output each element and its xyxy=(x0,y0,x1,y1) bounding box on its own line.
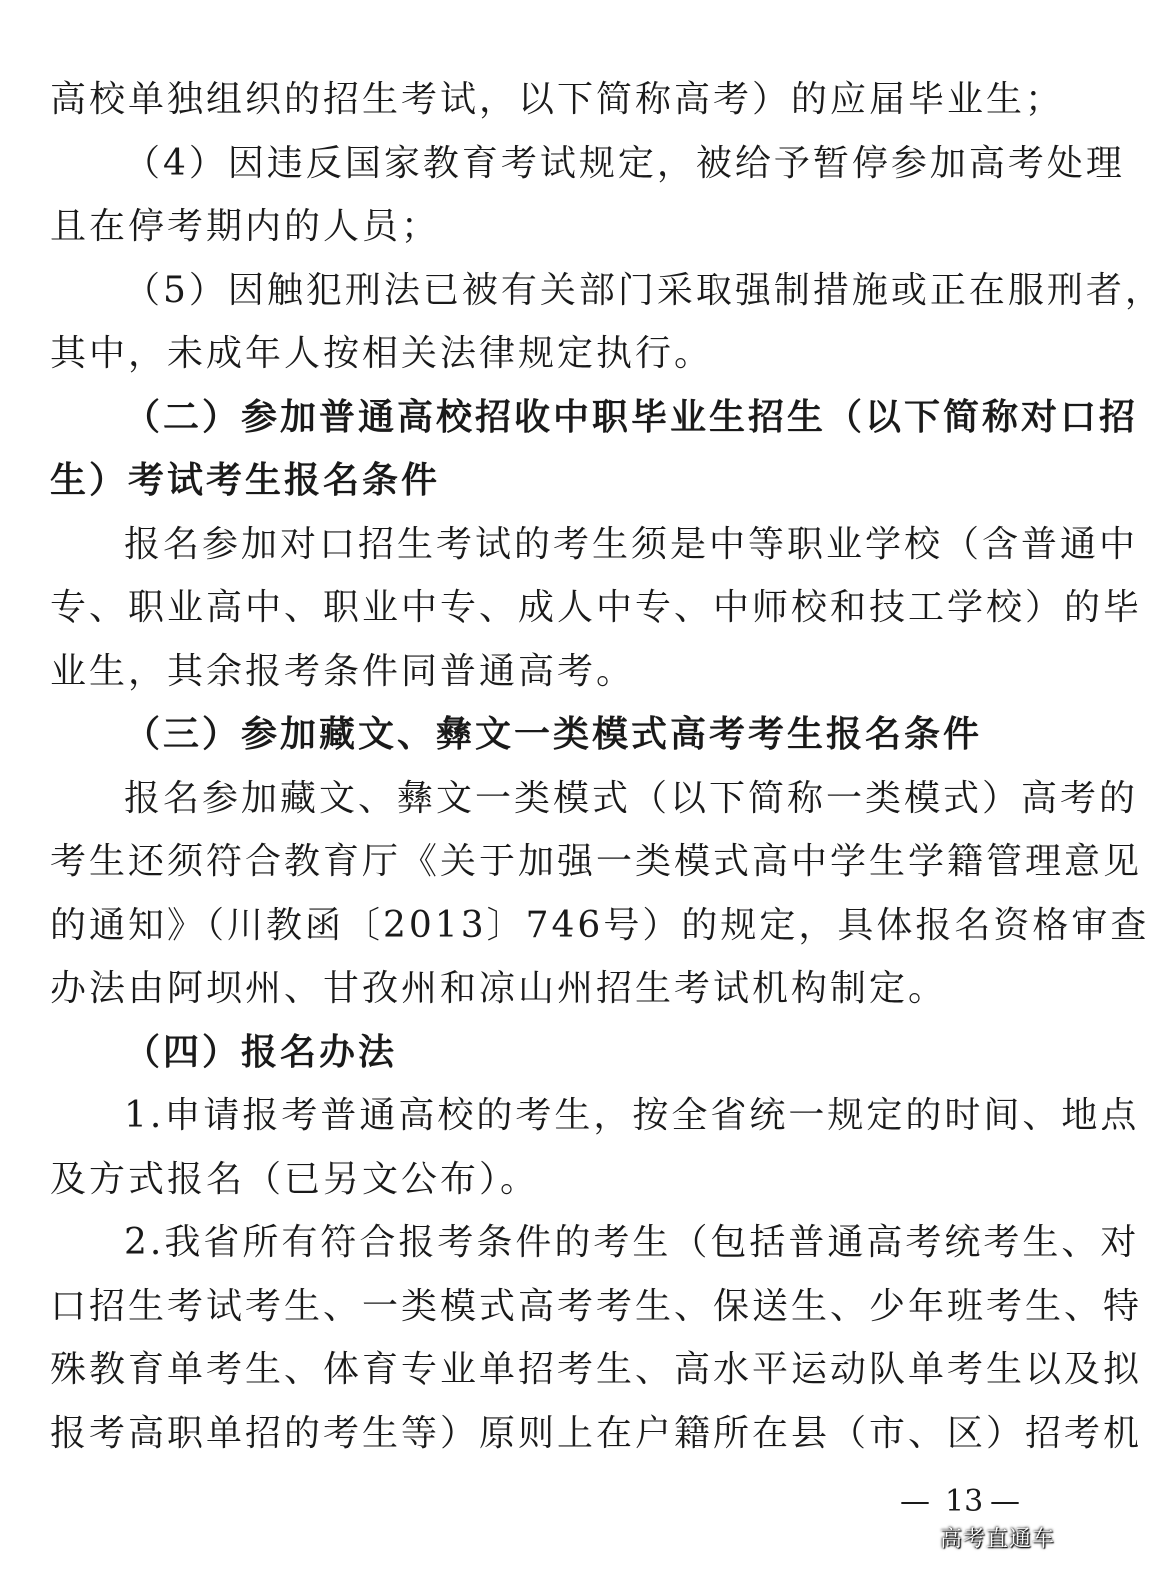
text-line: （5）因触犯刑法已被有关部门采取强制措施或正在服刑者， xyxy=(124,269,1164,311)
text-line: 2.我省所有符合报考条件的考生（包括普通高考统考生、对 xyxy=(124,1222,1140,1263)
text-line: 口招生考试考生、一类模式高考考生、保送生、少年班考生、特 xyxy=(50,1285,1143,1327)
page-number xyxy=(0,1482,1080,1522)
text-line: 办法由阿坝州、甘孜州和凉山州招生考试机构制定。 xyxy=(50,968,948,1009)
text-line: 的通知》（川教函〔2013〕746号）的规定，具体报名资格审查 xyxy=(50,904,1150,946)
section-heading-two-cont: 生）考试考生报名条件 xyxy=(50,460,441,501)
text-line: 业生，其余报考条件同普通高考。 xyxy=(50,650,636,692)
section-heading-four: （四）报名办法 xyxy=(124,1031,398,1073)
text-line: 考生还须符合教育厅《关于加强一类模式高中学生学籍管理意见 xyxy=(50,841,1143,882)
text-line: 1.申请报考普通高校的考生，按全省统一规定的时间、地点 xyxy=(124,1095,1140,1136)
text-line: 专、职业高中、职业中专、成人中专、中师校和技工学校）的毕 xyxy=(50,587,1143,628)
section-heading-three: （三）参加藏文、彝文一类模式高考考生报名条件 xyxy=(124,714,983,755)
text-line: 报考高职单招的考生等）原则上在户籍所在县（市、区）招考机 xyxy=(50,1412,1143,1454)
text-line: 高校单独组织的招生考试，以下简称高考）的应届毕业生； xyxy=(50,79,1065,120)
document-body xyxy=(50,68,1164,1465)
page-number-dash-right: — xyxy=(990,1484,1020,1519)
text-line: （4）因违反国家教育考试规定，被给予暂停参加高考处理 xyxy=(124,142,1125,184)
text-line: 且在停考期内的人员； xyxy=(50,206,441,247)
text-line: 其中，未成年人按相关法律规定执行。 xyxy=(50,333,714,374)
text-line: 报名参加藏文、彝文一类模式（以下简称一类模式）高考的 xyxy=(124,777,1139,819)
text-line: 及方式报名（已另文公布）。 xyxy=(50,1158,540,1200)
watermark-text: 高考直通车 xyxy=(940,1527,1056,1552)
page-number-dash-left: — xyxy=(900,1484,930,1519)
text-line: 殊教育单考生、体育专业单招考生、高水平运动队单考生以及拟 xyxy=(50,1349,1143,1390)
page-number-value: 13 xyxy=(945,1484,984,1519)
section-heading-two: （二）参加普通高校招收中职毕业生招生（以下简称对口招 xyxy=(124,396,1139,438)
text-line: 报名参加对口招生考试的考生须是中等职业学校（含普通中 xyxy=(124,523,1139,565)
